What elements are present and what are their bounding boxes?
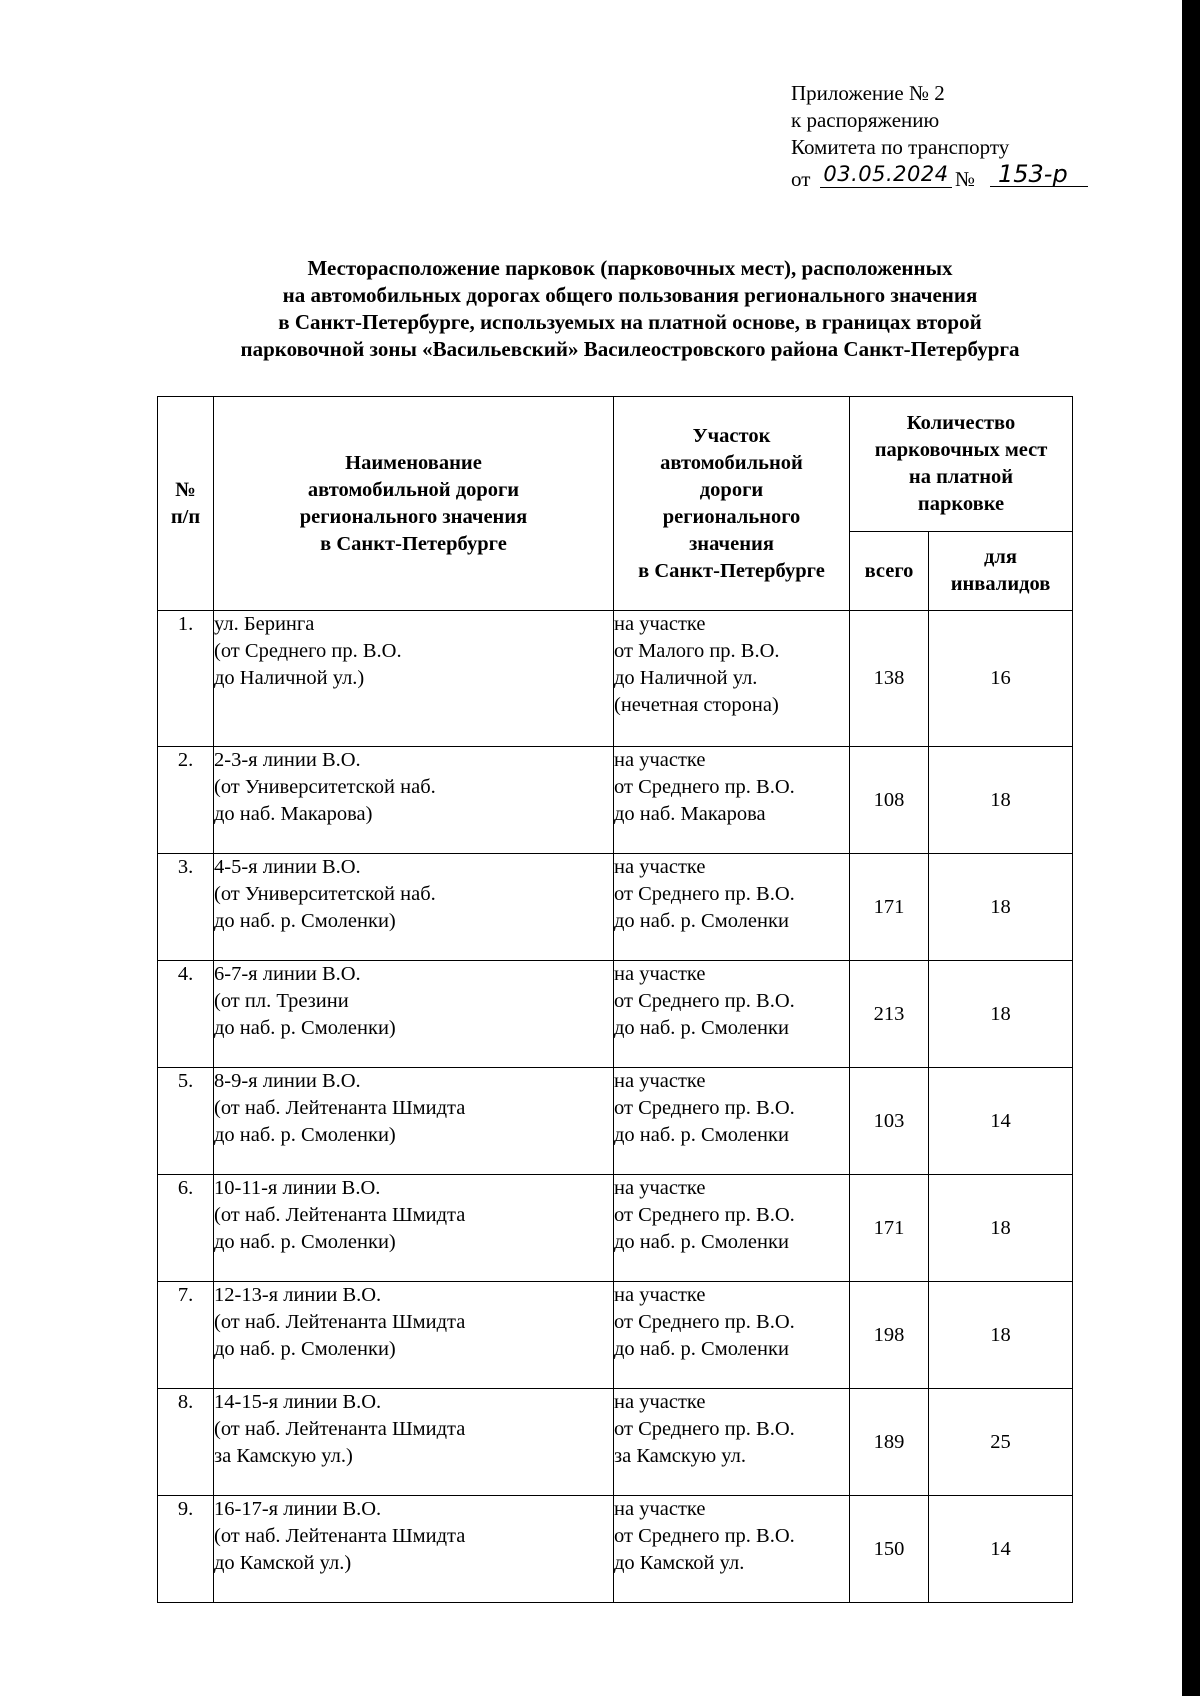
road-name-line: до Камской ул.) <box>214 1552 352 1574</box>
road-section-line: до наб. р. Смоленки <box>614 1124 789 1146</box>
header-section-line: регионального <box>662 505 801 528</box>
road-section-line: до наб. р. Смоленки <box>614 910 789 932</box>
total-spaces: 150 <box>850 1496 929 1603</box>
road-name-line: до наб. р. Смоленки) <box>214 1124 396 1146</box>
document-title <box>150 255 1110 363</box>
road-section-line: от Среднего пр. В.О. <box>614 1311 795 1333</box>
road-section-line: от Среднего пр. В.О. <box>614 1204 795 1226</box>
road-section-line: от Среднего пр. В.О. <box>614 990 795 1012</box>
road-section-line: на участке <box>614 856 706 878</box>
header-count <box>850 397 1073 532</box>
road-name-line: (от Университетской наб. <box>214 776 436 798</box>
total-spaces: 103 <box>850 1068 929 1175</box>
road-section-line: на участке <box>614 749 706 771</box>
parking-table <box>157 396 1073 1603</box>
road-name-cell <box>214 1282 614 1389</box>
header-road-line: Наименование <box>345 451 482 474</box>
header-disabled-line: для <box>984 546 1017 568</box>
disabled-spaces: 25 <box>929 1389 1073 1496</box>
header-count-line: Количество <box>906 412 1016 434</box>
road-name-line: 4-5-я линии В.О. <box>214 856 361 878</box>
road-section-line: до наб. Макарова <box>614 803 766 825</box>
road-name-line: 10-11-я линии В.О. <box>214 1177 381 1199</box>
road-name-line: (от наб. Лейтенанта Шмидта <box>214 1525 466 1547</box>
header-section-line: значения <box>689 532 774 555</box>
table-row <box>158 1389 1073 1496</box>
header-road-line: в Санкт-Петербурге <box>320 532 507 555</box>
header-section-line: дороги <box>699 478 764 501</box>
appendix-block <box>791 80 1091 193</box>
road-section-cell <box>614 1175 850 1282</box>
header-count-line: на платной <box>908 466 1014 488</box>
header-disabled-line: инвалидов <box>950 573 1051 595</box>
header-num <box>158 397 214 611</box>
road-section-line: от Среднего пр. В.О. <box>614 1525 795 1547</box>
header-num-line: п/п <box>170 505 201 528</box>
road-name-cell <box>214 961 614 1068</box>
disabled-spaces: 18 <box>929 1282 1073 1389</box>
scan-edge <box>1182 0 1200 1696</box>
road-section-line: от Среднего пр. В.О. <box>614 883 795 905</box>
header-num-line: № <box>175 478 196 501</box>
road-section-line: до наб. р. Смоленки <box>614 1017 789 1039</box>
road-section-line: от Среднего пр. В.О. <box>614 1097 795 1119</box>
road-section-line: на участке <box>614 1391 706 1413</box>
road-name-cell <box>214 854 614 961</box>
total-spaces: 189 <box>850 1389 929 1496</box>
road-name-cell <box>214 747 614 854</box>
road-section-cell <box>614 1282 850 1389</box>
road-name-line: 2-3-я линии В.О. <box>214 749 361 771</box>
date-prefix: от <box>791 167 811 191</box>
road-section-line: от Среднего пр. В.О. <box>614 776 795 798</box>
road-name-line: (от Среднего пр. В.О. <box>214 640 402 662</box>
total-spaces: 171 <box>850 1175 929 1282</box>
road-name-line: 6-7-я линии В.О. <box>214 963 361 985</box>
title-line: в Санкт-Петербурге, используемых на платной основе, в границах второй <box>278 310 982 334</box>
header-total: всего <box>850 532 929 611</box>
road-name-line: до наб. Макарова) <box>214 803 373 825</box>
header-count-line: парковке <box>917 493 1005 515</box>
disabled-spaces: 16 <box>929 611 1073 747</box>
table-row <box>158 1496 1073 1603</box>
road-name-line: (от пл. Трезини <box>214 990 349 1012</box>
road-section-cell <box>614 854 850 961</box>
road-section-line: до Камской ул. <box>614 1552 745 1574</box>
road-section-line: на участке <box>614 613 706 635</box>
road-section-cell <box>614 1068 850 1175</box>
disabled-spaces: 18 <box>929 747 1073 854</box>
row-number: 6. <box>158 1175 214 1282</box>
title-line: Месторасположение парковок (парковочных мест), расположенных <box>307 256 953 280</box>
road-name-line: (от Университетской наб. <box>214 883 436 905</box>
road-section-line: до наб. р. Смоленки <box>614 1231 789 1253</box>
road-section-cell <box>614 1496 850 1603</box>
road-name-line: до наб. р. Смоленки) <box>214 1338 396 1360</box>
road-section-cell <box>614 1389 850 1496</box>
road-section-cell <box>614 611 850 747</box>
title-line: на автомобильных дорогах общего пользования регионального значения <box>282 283 978 307</box>
row-number: 3. <box>158 854 214 961</box>
row-number: 9. <box>158 1496 214 1603</box>
header-section-line: в Санкт-Петербурге <box>638 559 825 582</box>
road-name-line: ул. Беринга <box>214 613 315 635</box>
row-number: 7. <box>158 1282 214 1389</box>
road-name-line: (от наб. Лейтенанта Шмидта <box>214 1418 466 1440</box>
table-row <box>158 854 1073 961</box>
road-section-line: на участке <box>614 1284 706 1306</box>
row-number: 2. <box>158 747 214 854</box>
table-row <box>158 1175 1073 1282</box>
table-row <box>158 1282 1073 1389</box>
table-row <box>158 747 1073 854</box>
road-section-cell <box>614 747 850 854</box>
road-name-line: 16-17-я линии В.О. <box>214 1498 382 1520</box>
disabled-spaces: 18 <box>929 1175 1073 1282</box>
order-date: 03.05.2024 <box>820 161 952 188</box>
order-reference <box>791 161 1091 193</box>
road-name-line: 8-9-я линии В.О. <box>214 1070 361 1092</box>
disabled-spaces: 18 <box>929 961 1073 1068</box>
appendix-line-2: к распоряжению <box>791 108 940 132</box>
road-name-line: (от наб. Лейтенанта Шмидта <box>214 1204 466 1226</box>
row-number: 4. <box>158 961 214 1068</box>
appendix-line-1: Приложение № 2 <box>791 81 945 105</box>
road-section-line: от Малого пр. В.О. <box>614 640 780 662</box>
row-number: 1. <box>158 611 214 747</box>
road-section-line: на участке <box>614 1070 706 1092</box>
road-name-line: до Наличной ул.) <box>214 667 365 689</box>
table-row <box>158 1068 1073 1175</box>
road-name-line: 12-13-я линии В.О. <box>214 1284 382 1306</box>
header-road-line: автомобильной дороги <box>307 478 520 501</box>
road-name-line: за Камскую ул.) <box>214 1445 353 1467</box>
title-line: парковочной зоны «Васильевский» Василеостровского района Санкт-Петербурга <box>240 337 1020 361</box>
road-section-line: (нечетная сторона) <box>614 694 779 716</box>
total-spaces: 171 <box>850 854 929 961</box>
road-section-line: на участке <box>614 963 706 985</box>
road-name-cell <box>214 1175 614 1282</box>
total-spaces: 138 <box>850 611 929 747</box>
header-section <box>614 397 850 611</box>
road-name-cell <box>214 1068 614 1175</box>
road-section-line: до наб. р. Смоленки <box>614 1338 789 1360</box>
road-name-line: (от наб. Лейтенанта Шмидта <box>214 1311 466 1333</box>
header-disabled <box>929 532 1073 611</box>
road-section-line: на участке <box>614 1498 706 1520</box>
road-name-cell <box>214 1496 614 1603</box>
disabled-spaces: 14 <box>929 1496 1073 1603</box>
road-section-cell <box>614 961 850 1068</box>
header-road-line: регионального значения <box>299 505 528 528</box>
order-number: 153-р <box>990 161 1088 187</box>
header-section-line: Участок <box>692 424 771 447</box>
road-name-line: до наб. р. Смоленки) <box>214 1017 396 1039</box>
row-number: 5. <box>158 1068 214 1175</box>
row-number: 8. <box>158 1389 214 1496</box>
road-section-line: на участке <box>614 1177 706 1199</box>
road-name-line: до наб. р. Смоленки) <box>214 1231 396 1253</box>
table-body <box>158 611 1073 1603</box>
total-spaces: 108 <box>850 747 929 854</box>
header-section-line: автомобильной <box>660 451 803 474</box>
appendix-line-3: Комитета по транспорту <box>791 135 1010 159</box>
number-sign: № <box>955 167 976 191</box>
disabled-spaces: 18 <box>929 854 1073 961</box>
table-row <box>158 611 1073 747</box>
road-name-line: (от наб. Лейтенанта Шмидта <box>214 1097 466 1119</box>
road-section-line: от Среднего пр. В.О. <box>614 1418 795 1440</box>
road-name-line: 14-15-я линии В.О. <box>214 1391 382 1413</box>
road-name-cell <box>214 611 614 747</box>
road-name-cell <box>214 1389 614 1496</box>
road-section-line: за Камскую ул. <box>614 1445 746 1467</box>
road-name-line: до наб. р. Смоленки) <box>214 910 396 932</box>
total-spaces: 198 <box>850 1282 929 1389</box>
table-row <box>158 961 1073 1068</box>
header-count-line: парковочных мест <box>874 439 1048 461</box>
header-road <box>214 397 614 611</box>
road-section-line: до Наличной ул. <box>614 667 758 689</box>
total-spaces: 213 <box>850 961 929 1068</box>
disabled-spaces: 14 <box>929 1068 1073 1175</box>
